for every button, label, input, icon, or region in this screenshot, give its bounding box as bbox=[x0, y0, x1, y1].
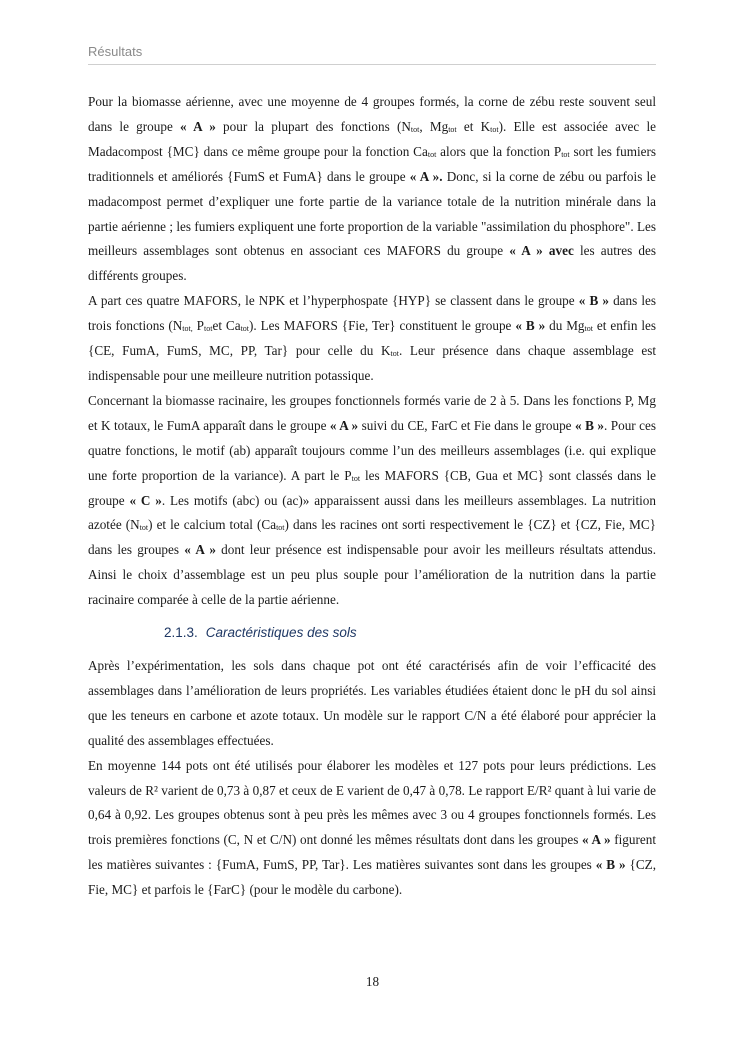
group-label: « C » bbox=[129, 492, 162, 508]
section-number: 2.1.3. bbox=[164, 625, 198, 641]
subscript: tot bbox=[240, 324, 250, 334]
text-span: . Leur présence dans chaque assemblage est indispensable pour une meilleure nutrition potassique. bbox=[88, 343, 656, 383]
text-span: et enfin les {CE, FumA, FumS, MC, PP, Tar} pour celle du K bbox=[88, 318, 657, 359]
subscript: tot bbox=[410, 124, 420, 134]
text-span: P bbox=[192, 318, 205, 334]
text-span: suivi du CE, FarC et Fie dans le groupe bbox=[358, 417, 576, 433]
page-number: 18 bbox=[365, 974, 380, 989]
group-label: « A » bbox=[329, 417, 359, 433]
subscript: tot bbox=[390, 349, 399, 359]
group-label: « A » avec bbox=[509, 243, 574, 259]
text-span: ). Les MAFORS {Fie, Ter} constituent le groupe bbox=[249, 318, 516, 334]
group-label: « A » bbox=[582, 832, 611, 848]
section-title: Caractéristiques des sols bbox=[205, 625, 357, 641]
paragraph-soil-models bbox=[88, 754, 656, 903]
text-span: dans les trois fonctions (N bbox=[88, 293, 657, 334]
text-span: ) dans les racines ont sorti respectivement le {CZ} et {CZ, Fie, MC} dans les groupes bbox=[88, 517, 656, 558]
paragraph-soil-intro bbox=[88, 654, 656, 754]
group-label: « B » bbox=[575, 417, 604, 433]
subscript: tot bbox=[448, 124, 457, 134]
paragraph-aerial-biomass bbox=[88, 90, 656, 289]
text-span: du Mg bbox=[545, 318, 585, 334]
text-span: les autres des différents groupes. bbox=[88, 243, 656, 284]
running-header: Résultats bbox=[88, 44, 143, 59]
text-span: Concernant la biomasse racinaire, les groupes fonctionnels formés varie de 2 à 5. Dans les fonctions P, Mg et K totaux, le FumA apparaît dans le groupe bbox=[88, 392, 656, 433]
text-span: ). Elle est associée avec le Madacompost {MC} dans ce même groupe pour la fonction Ca bbox=[88, 118, 657, 159]
text-span: alors que la fonction P bbox=[436, 143, 562, 159]
header-divider bbox=[88, 64, 656, 65]
group-label: « A ». bbox=[409, 168, 443, 184]
text-span: . Pour ces quatre fonctions, le motif (ab) apparaît toujours comme l’un des meilleurs assemblages (i.e. qui explique une forte proportion de la variance). A part le P bbox=[88, 417, 656, 483]
subscript: tot bbox=[561, 149, 570, 159]
section-heading bbox=[164, 621, 656, 645]
text-span: dont leur présence est indispensable pour avoir les meilleurs résultats attendus. Ainsi le choix d’assemblage est un peu plus souple pour l’amélioration de la nutrition dans la partie racinaire comparée à celle de la partie aérienne. bbox=[88, 542, 656, 608]
text-span: En moyenne 144 pots ont été utilisés pour élaborer les modèles et 127 pots pour leurs prédictions. Les valeurs de R² varient de 0,73 à 0,87 et ceux de E varient de 0,47 à 0,78. Le rapport E/R² quant à lui varie de 0,64 à 0,92. Les groupes obtenus sont à peu près les mêmes avec 3 ou 4 groupes fonctionnels formés. Les trois premières fonctions (C, N et C/N) ont donné les mêmes résultats dont dans les groupes bbox=[88, 757, 656, 848]
subscript: tot, bbox=[182, 324, 193, 334]
text-span: figurent les matières suivantes : {FumA, FumS, PP, Tar}. Les matières suivantes sont dans les groupes bbox=[88, 832, 656, 873]
page-body bbox=[88, 90, 656, 903]
subscript: tot bbox=[139, 523, 149, 533]
subscript: tot bbox=[584, 324, 593, 334]
subscript: tot bbox=[204, 324, 213, 334]
text-span: Donc, si la corne de zébu ou parfois le madacompost permet d’expliquer une forte partie de la variance totale de la nutrition minérale dans la partie aérienne ; les fumiers expliquent une forte proportion de la variable "assimilation du phosphore". Les meilleurs assemblages sont obtenus en associant ces MAFORS du groupe bbox=[88, 168, 656, 259]
subscript: tot bbox=[427, 149, 437, 159]
text-span: et K bbox=[456, 118, 491, 134]
text-span: Pour la biomasse aérienne, avec une moyenne de 4 groupes formés, la corne de zébu reste souvent seul dans le groupe bbox=[88, 94, 656, 134]
text-span: sort les fumiers traditionnels et améliorés {FumS et FumA} dans le groupe bbox=[88, 143, 656, 184]
group-label: « B » bbox=[578, 293, 609, 309]
text-span: pour la plupart des fonctions (N bbox=[215, 118, 411, 134]
group-label: « B » bbox=[595, 857, 626, 873]
subscript: tot bbox=[490, 124, 499, 134]
group-label: « A » bbox=[180, 118, 216, 134]
text-span: . Les motifs (abc) ou (ac)» apparaissent aussi dans les meilleurs assemblages. La nutrition azotée (N bbox=[88, 492, 656, 533]
text-span: {CZ, Fie, MC} et parfois le {FarC} (pour le modèle du carbone). bbox=[88, 857, 656, 898]
text-span: Après l’expérimentation, les sols dans chaque pot ont été caractérisés afin de voir l’efficacité des assemblages dans l’amélioration de leurs propriétés. Les variables étudiées étaient donc le pH du sol ainsi que les teneurs en carbone et azote totaux. Un modèle sur le rapport C/N a été élaboré pour apprécier la qualité des assemblages effectuées. bbox=[88, 658, 656, 748]
group-label: « B » bbox=[515, 318, 546, 334]
paragraph-root-biomass bbox=[88, 389, 656, 613]
text-span: A part ces quatre MAFORS, le NPK et l’hyperphospate {HYP} se classent dans le groupe bbox=[88, 293, 579, 309]
paragraph-other-mafors bbox=[88, 289, 656, 389]
text-span: , Mg bbox=[419, 118, 449, 134]
subscript: tot bbox=[276, 523, 285, 533]
text-span: ) et le calcium total (Ca bbox=[148, 517, 277, 533]
text-span: et Ca bbox=[212, 318, 241, 334]
group-label: « A » bbox=[184, 542, 216, 558]
text-span: les MAFORS {CB, Gua et MC} sont classés dans le groupe bbox=[88, 467, 656, 508]
subscript: tot bbox=[351, 473, 361, 483]
